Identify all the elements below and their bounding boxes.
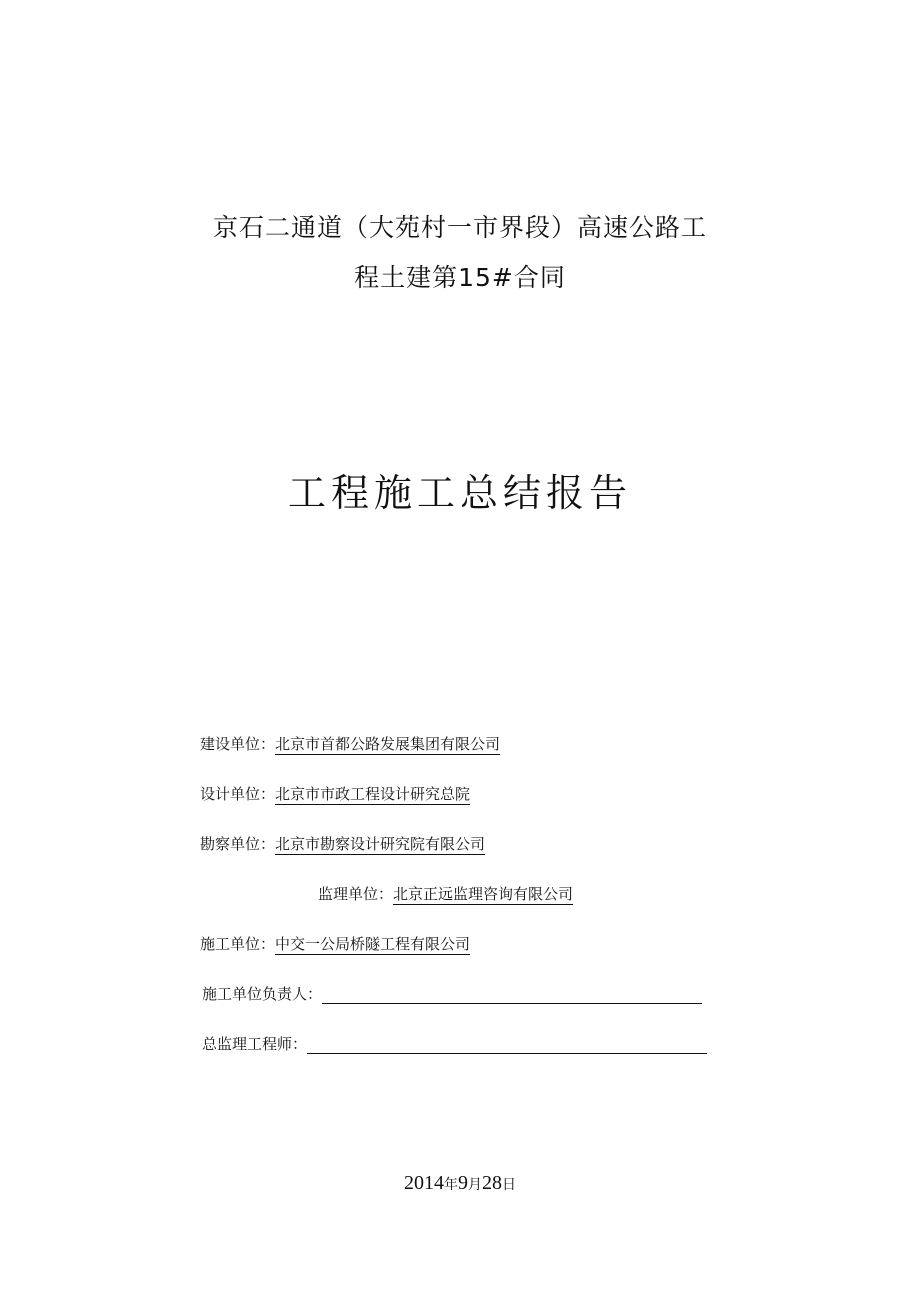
contractor-manager-signature-field[interactable]	[322, 989, 702, 1004]
date-day-char: 日	[502, 1178, 516, 1193]
supervision-unit-label: 监理单位：	[318, 885, 394, 903]
chief-supervisor-signature-field[interactable]	[307, 1039, 707, 1054]
construction-unit-value: 北京市首都公路发展集团有限公司	[275, 735, 501, 753]
chief-supervisor-line	[202, 1034, 707, 1054]
contractor-manager-line	[202, 984, 702, 1004]
supervision-unit-value: 北京正远监理咨询有限公司	[393, 885, 574, 903]
construction-unit-line	[200, 734, 500, 754]
report-title: 工程施工总结报告	[287, 471, 632, 515]
date-month: 9	[458, 1172, 468, 1194]
chief-supervisor-label: 总监理工程师：	[202, 1035, 308, 1053]
contractor-unit-label: 施工单位：	[200, 935, 276, 953]
design-unit-label: 设计单位：	[200, 785, 276, 803]
project-title-line-2: 程土建第15#合同	[354, 263, 566, 292]
date-year: 2014	[404, 1172, 444, 1194]
project-title-line-1: 京石二通道（大苑村一市界段）高速公路工	[212, 213, 707, 242]
contractor-unit-value: 中交一公局桥隧工程有限公司	[275, 935, 471, 953]
construction-unit-label: 建设单位：	[200, 735, 276, 753]
contractor-unit-line	[200, 934, 470, 954]
date-day: 28	[482, 1172, 502, 1194]
supervision-unit-line	[318, 884, 573, 904]
design-unit-value: 北京市市政工程设计研究总院	[275, 785, 471, 803]
survey-unit-label: 勘察单位：	[200, 835, 276, 853]
contractor-manager-label: 施工单位负责人：	[202, 985, 323, 1003]
design-unit-line	[200, 784, 470, 804]
survey-unit-line	[200, 834, 485, 854]
survey-unit-value: 北京市勘察设计研究院有限公司	[275, 835, 486, 853]
report-date	[0, 1172, 920, 1195]
date-month-char: 月	[468, 1178, 482, 1193]
date-year-char: 年	[444, 1178, 458, 1193]
